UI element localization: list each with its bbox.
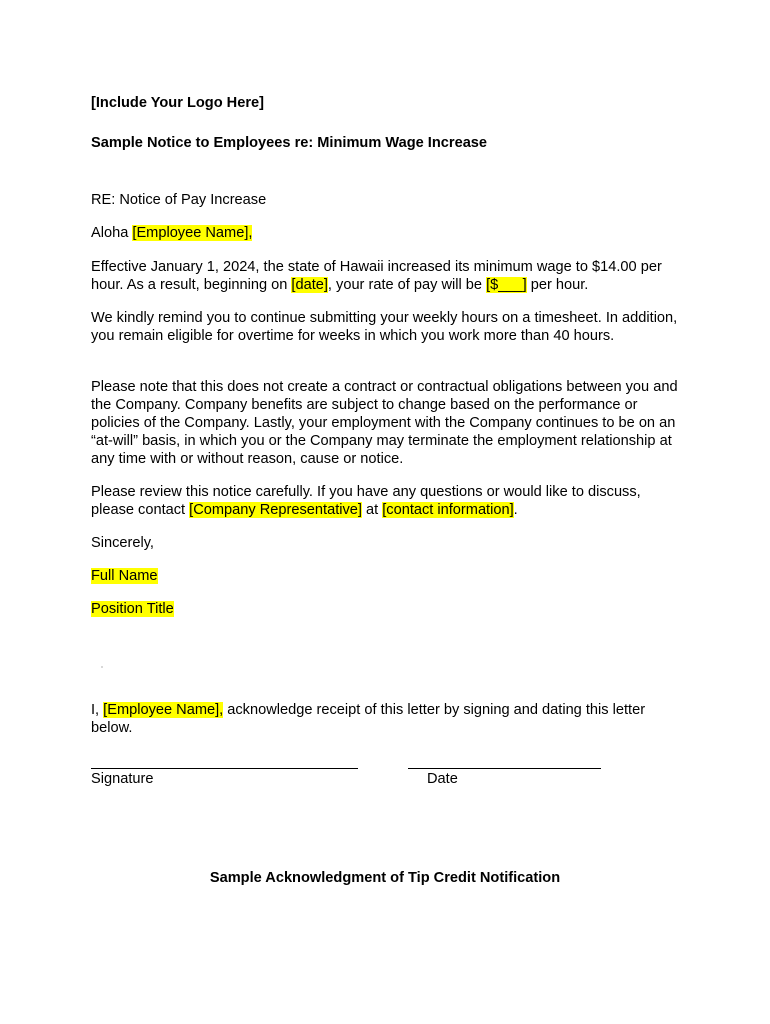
- re-line: RE: Notice of Pay Increase: [91, 192, 267, 208]
- contact-information-field: [contact information]: [382, 502, 514, 518]
- footer-heading: Sample Acknowledgment of Tip Credit Notification: [209, 870, 561, 886]
- closing: Sincerely,: [91, 535, 154, 551]
- para1-text-a: Effective January 1, 2024, the state of Hawaii increased its minimum wage to $14.00 per hour. As a result, beginning on: [91, 259, 662, 293]
- signer-title: [91, 600, 681, 618]
- date-line: [408, 768, 601, 769]
- paragraph-timesheet: We kindly remind you to continue submitting your weekly hours on a timesheet. In addition, you remain eligible for overtime for weeks in which you work more than 40 hours.: [91, 310, 678, 344]
- greeting: [91, 224, 681, 242]
- para4-text-c: .: [513, 502, 518, 518]
- date-label: Date: [427, 771, 458, 787]
- acknowledgment: [91, 701, 681, 737]
- stray-mark: [101, 666, 103, 668]
- greeting-prefix: Aloha: [91, 225, 133, 241]
- para4-text-b: at: [361, 502, 383, 518]
- para1-text-c: per hour.: [526, 277, 589, 293]
- ack-text-b: acknowledge receipt of this letter by signing and dating this letter below.: [91, 702, 646, 736]
- company-representative-field: [Company Representative]: [189, 502, 362, 518]
- date-field: [date]: [291, 277, 328, 293]
- paragraph-wage-increase: [91, 258, 681, 294]
- ack-text-a: I,: [91, 702, 104, 718]
- paragraph-at-will: Please note that this does not create a contract or contractual obligations between you and the Company. Company benefits are subject to change based on the performance or policies of the Company. Lastly, your employment with the Company continues to be on an “at-will” basis, in which you or the Company may terminate the employment relationship at any time with or without reason, cause or notice.: [91, 379, 678, 467]
- signer-title-field: Position Title: [91, 601, 174, 617]
- notice-heading: Sample Notice to Employees re: Minimum Wage Increase: [91, 135, 488, 151]
- signer-name-field: Full Name: [91, 568, 158, 584]
- para1-text-b: , your rate of pay will be: [327, 277, 487, 293]
- signature-label: Signature: [91, 771, 154, 787]
- signature-line: [91, 768, 358, 769]
- para4-text-a: Please review this notice carefully. If you have any questions or would like to discuss, please contact: [91, 484, 641, 518]
- signer-name: [91, 567, 681, 585]
- employee-name-field: [Employee Name],: [132, 225, 253, 241]
- ack-employee-name-field: [Employee Name],: [103, 702, 224, 718]
- paragraph-contact: [91, 483, 681, 519]
- logo-placeholder: [Include Your Logo Here]: [91, 95, 264, 111]
- rate-field: [$___]: [486, 277, 527, 293]
